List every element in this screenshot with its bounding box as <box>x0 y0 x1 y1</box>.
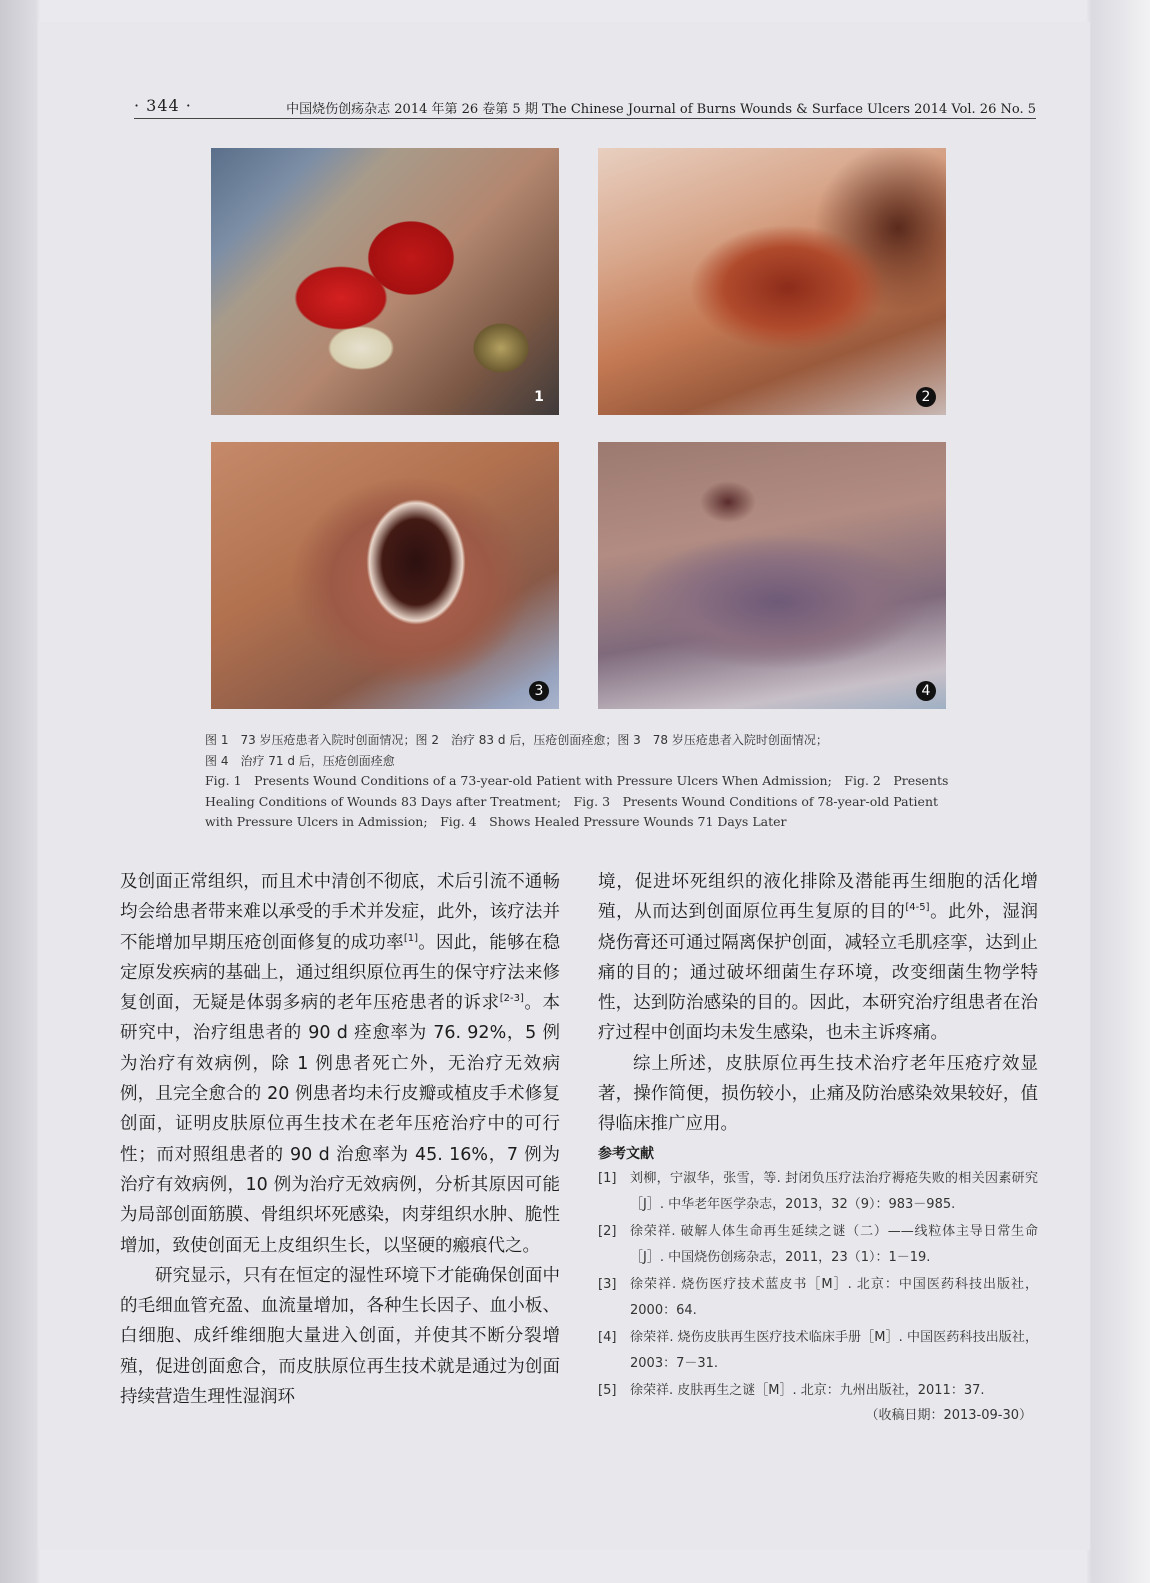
figure-1-photo <box>211 148 559 415</box>
right-paragraph-1 <box>598 867 1038 1049</box>
figure-caption <box>205 730 965 833</box>
reference-item <box>598 1378 1038 1405</box>
reference-text: 刘柳，宁淑华，张雪，等. 封闭负压疗法治疗褥疮失败的相关因素研究［J］. 中华老年医学杂志，2013，32（9）：983－985. <box>630 1170 1038 1213</box>
reference-item <box>598 1325 1038 1378</box>
received-date: （收稿日期：2013-09-30） <box>865 1408 1032 1424</box>
caption-cn-line-2: 图 4 治疗 71 d 后，压疮创面痊愈 <box>205 753 395 768</box>
left-p1-text-a: 及创面正常组织，而且术中清创不彻底，术后引流不通畅均会给患者带来难以承受的手术并发症，此外，该疗法并不能增加早期压疮创面修复的成功率 <box>120 872 560 953</box>
reference-item <box>598 1272 1038 1325</box>
reference-index: [1] <box>598 1170 617 1186</box>
right-paragraph-2: 综上所述，皮肤原位再生技术治疗老年压疮疗效显著，操作简便，损伤较小，止痛及防治感染效果较好，值得临床推广应用。 <box>598 1053 1038 1135</box>
left-p1-text-c: 。本研究中，治疗组患者的 90 d 痊愈率为 76. 92%，5 例为治疗有效病例，除 1 例患者死亡外，无治疗无效病例，且完全愈合的 20 例患者均未行皮瓣或植皮手术修复创面，证明皮肤原位再生技术在老年压疮治疗中的可行性；而对照组患者的 90 d 治愈率为 45. 16%，7 例为治疗有效病例，10 例为治疗无效病例，分析其原因可能为局部创面筋膜、骨组织坏死感染，肉芽组织水肿、脆性增加，致使创面无上皮组织生长，以坚硬的瘢痕代之。 <box>120 993 561 1256</box>
left-p1-text-b: 。因此，能够在稳定原发疾病的基础上，通过组织原位再生的保守疗法来修复创面，无疑是体弱多病的老年压疮患者的诉求 <box>120 932 561 1014</box>
figure-1-label: 1 <box>534 389 544 405</box>
header-rule <box>134 118 1036 119</box>
figure-3-photo <box>211 442 559 709</box>
page-number: · 344 · <box>134 96 192 115</box>
right-p1-text-a: 境，促进坏死组织的液化排除及潜能再生细胞的活化增殖，从而达到创面原位再生复原的目的 <box>598 872 1038 923</box>
journal-title: 中国烧伤创疡杂志 2014 年第 26 卷第 5 期 The Chinese Journal of Burns Wounds & Surface Ulcers 2014 Vol. 26 No. 5 <box>286 102 1036 117</box>
reference-text: 徐荣祥. 皮肤再生之谜［M］. 北京：九州出版社，2011：37. <box>630 1382 985 1398</box>
figure-2-photo <box>598 148 946 415</box>
figure-2-label: 2 <box>916 387 936 407</box>
citation-4-5: [4-5] <box>905 902 930 914</box>
figure-4-photo <box>598 442 946 709</box>
figure-4-label: 4 <box>916 681 936 701</box>
right-p1-text-b: 。此外，湿润烧伤膏还可通过隔离保护创面，减轻立毛肌痉挛，达到止痛的目的；通过破坏细菌生存环境，改变细菌生物学特性，达到防治感染的目的。因此，本研究治疗组患者在治疗过程中创面均未发生感染，也未主诉疼痛。 <box>598 902 1039 1044</box>
left-paragraph-2: 研究显示，只有在恒定的湿性环境下才能确保创面中的毛细血管充盈、血流量增加，各种生长因子、血小板、白细胞、成纤维细胞大量进入创面，并使其不断分裂增殖，促进创面愈合，而皮肤原位再生技术就是通过为创面持续营造生理性湿润环 <box>120 1265 560 1408</box>
reference-item <box>598 1166 1038 1219</box>
running-header <box>134 96 1036 118</box>
citation-2-3: [2-3] <box>499 993 524 1005</box>
left-column <box>120 867 560 1412</box>
reference-item <box>598 1219 1038 1272</box>
references-heading: 参考文献 <box>598 1145 654 1162</box>
references-list <box>598 1166 1038 1405</box>
right-column <box>598 867 1038 1428</box>
reference-text: 徐荣祥. 烧伤皮肤再生医疗技术临床手册［M］. 中国医药科技出版社，2003：7－31. <box>630 1329 1038 1372</box>
reference-index: [4] <box>598 1329 617 1345</box>
figure-3-label: 3 <box>529 681 549 701</box>
reference-text: 徐荣祥. 破解人体生命再生延续之谜（二）——线粒体主导日常生命［J］. 中国烧伤创疡杂志，2011，23（1）：1－19. <box>630 1223 1038 1266</box>
citation-1: [1] <box>403 932 419 944</box>
reference-index: [3] <box>598 1276 617 1292</box>
caption-cn-line-1: 图 1 73 岁压疮患者入院时创面情况；图 2 治疗 83 d 后，压疮创面痊愈；图 3 78 岁压疮患者入院时创面情况； <box>205 733 828 747</box>
caption-en: Fig. 1 Presents Wound Conditions of a 73-year-old Patient with Pressure Ulcers When Admission; Fig. 2 Presents Healing Conditions of Wounds 83 Days after Treatment; Fig. 3 Presents Wound Conditions of 78-year-old Patient with Pressure Ulcers in Admission; Fig. 4 Shows Healed Pressure Wounds 71 Days Later <box>205 773 949 829</box>
left-paragraph-1 <box>120 867 560 1261</box>
reference-index: [5] <box>598 1382 617 1398</box>
reference-text: 徐荣祥. 烧伤医疗技术蓝皮书［M］. 北京：中国医药科技出版社，2000：64. <box>630 1276 1038 1319</box>
reference-index: [2] <box>598 1223 617 1239</box>
